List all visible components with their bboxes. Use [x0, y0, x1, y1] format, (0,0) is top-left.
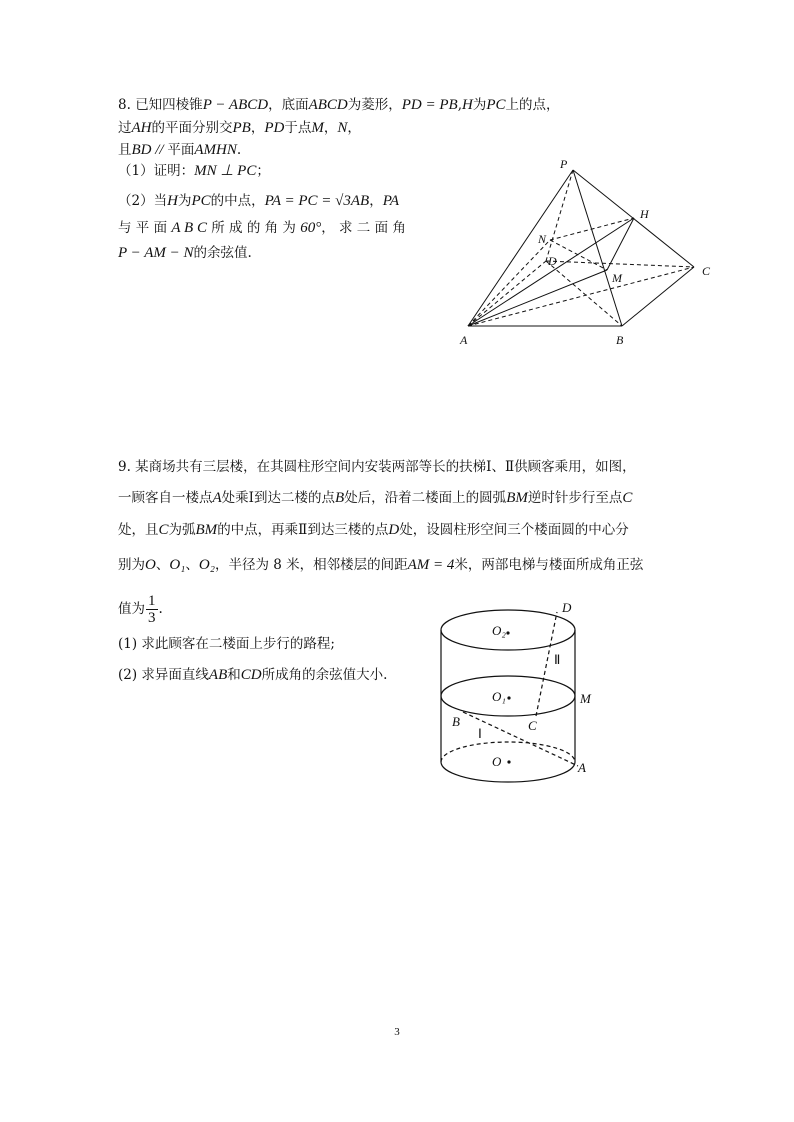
math: 60° — [300, 220, 322, 236]
math: O₁ — [169, 557, 186, 573]
text: 处，且 — [118, 522, 159, 538]
ellipse-bottom-front — [441, 762, 575, 782]
text: 所成角的余弦值大小. — [261, 667, 388, 683]
center-O2-dot — [506, 631, 509, 634]
math: AM = 4 — [407, 557, 455, 573]
problem8-line3 — [118, 140, 241, 160]
edge-BC — [622, 267, 694, 326]
text: 的中点，再乘Ⅱ到达三楼的点 — [217, 522, 389, 538]
text: 一顾客自一楼点 — [118, 490, 213, 506]
text: ，底面 — [268, 97, 309, 113]
cylinder-figure — [430, 600, 610, 790]
math: PB — [232, 120, 251, 136]
text: ， — [250, 120, 265, 136]
math: PA = PC = √3AB — [264, 193, 370, 209]
math: D — [388, 522, 400, 538]
text: ， 求 二 面 角 — [321, 220, 406, 236]
text: ，半径为 8 米，相邻楼层的间距 — [214, 557, 408, 573]
label-M: M — [580, 691, 591, 706]
center-O-dot — [507, 760, 510, 763]
math: PD = PB — [401, 97, 458, 113]
label-A: A — [460, 333, 468, 347]
text: 的余弦值. — [193, 245, 252, 261]
math: A B C — [171, 220, 207, 236]
math: A — [212, 490, 222, 506]
math: BD // — [131, 142, 168, 158]
problem9-line4 — [118, 555, 643, 575]
text: 处乘Ⅰ到达二楼的点 — [221, 490, 336, 506]
text: 上的点， — [505, 97, 560, 113]
text: 与 平 面 — [118, 220, 168, 236]
label-C: C — [528, 718, 537, 733]
text: 为弧 — [168, 522, 196, 538]
label-C: C — [702, 264, 711, 278]
edge-AD — [468, 261, 546, 326]
label-D: D — [562, 600, 572, 615]
math: BM — [506, 490, 528, 506]
text: . — [236, 142, 242, 158]
text: 处，设圆柱形空间三个楼面圆的中心分 — [399, 522, 629, 538]
diag-BD — [546, 261, 622, 326]
math: H — [462, 97, 473, 113]
edge-PB — [573, 170, 622, 326]
math: P − ABCD — [202, 97, 269, 113]
problem8-part2 — [118, 191, 399, 211]
center-O1-dot — [507, 696, 510, 699]
text: 别为 — [118, 557, 145, 573]
text: 值为 — [118, 601, 145, 617]
text: (2) 求异面直线 — [118, 667, 209, 683]
text: , — [457, 97, 463, 113]
text: . — [158, 601, 163, 617]
math: PC — [191, 193, 211, 209]
text: 于点 — [284, 120, 312, 136]
math: MN ⊥ PC — [194, 163, 257, 179]
label-O: O — [492, 754, 502, 769]
problem9-line3 — [118, 520, 629, 540]
math: O₂ — [198, 557, 215, 573]
text: 平面 — [167, 142, 195, 158]
math: B — [335, 490, 345, 506]
problem8-line2 — [118, 118, 361, 138]
text: 过 — [118, 120, 132, 136]
problem9-q2 — [118, 665, 387, 685]
fraction-one-third — [146, 593, 158, 626]
text: 且 — [118, 142, 132, 158]
math: O — [145, 557, 156, 573]
text: 的中点， — [210, 193, 265, 209]
segment-AN — [468, 240, 550, 326]
math: N — [337, 120, 348, 136]
math: CD — [240, 667, 262, 683]
math: BM — [195, 522, 218, 538]
math: C — [158, 522, 169, 538]
label-P: P — [560, 157, 568, 171]
fraction-numerator: 1 — [148, 593, 156, 609]
text: 逆时针步行至点 — [527, 490, 623, 506]
label-D: D — [548, 254, 557, 268]
text: ； — [256, 163, 270, 179]
label-H: H — [640, 207, 649, 221]
text: ， — [323, 120, 338, 136]
ellipse-top — [441, 610, 575, 650]
segment-NH — [550, 218, 634, 240]
math: PD — [264, 120, 285, 136]
text: 已知四棱锥 — [135, 97, 203, 113]
pyramid-figure — [440, 150, 730, 355]
text: 、 — [155, 557, 170, 573]
problem8-part2-line2 — [118, 218, 406, 238]
text: ， — [369, 193, 383, 209]
math: PA — [382, 193, 400, 209]
problem9-line5 — [118, 592, 163, 626]
math: AMHN — [194, 142, 237, 158]
fraction-denominator: 3 — [148, 610, 156, 626]
problem9-line2 — [118, 488, 632, 508]
math: AH — [131, 120, 152, 136]
math: AB — [208, 667, 228, 683]
segment-NM — [550, 240, 607, 270]
problem9-line1: 9. 某商场共有三层楼，在其圆柱形空间内安装两部等长的扶梯Ⅰ、Ⅱ供顾客乘用，如图， — [118, 459, 636, 475]
text: 为 — [472, 97, 487, 113]
label-A: A — [578, 760, 586, 775]
label-I: Ⅰ — [478, 726, 482, 741]
math: C — [622, 490, 633, 506]
edge-DC — [546, 261, 694, 267]
label-O1: O₁ — [492, 689, 506, 704]
label-M: M — [612, 271, 622, 285]
text: 米，两部电梯与楼面所成角正弦 — [454, 557, 644, 573]
text: （1）证明： — [118, 163, 195, 179]
problem8-part2-line3 — [118, 243, 252, 263]
label-N: N — [538, 232, 547, 246]
math: H — [167, 193, 178, 209]
problem8-part1 — [118, 161, 270, 181]
math: PC — [486, 97, 506, 113]
problem-number: 8. — [118, 97, 131, 113]
math: M — [311, 120, 324, 136]
label-B: B — [616, 333, 624, 347]
text: 、 — [185, 557, 199, 573]
ellipse-middle — [441, 676, 575, 716]
label-B: B — [452, 714, 460, 729]
text: 所 成 的 角 为 — [211, 220, 296, 236]
text: 和 — [227, 667, 241, 683]
label-O2: O₂ — [492, 623, 506, 638]
segment-HM — [607, 218, 634, 270]
text: 的平面分别交 — [151, 120, 233, 136]
math: ABCD — [308, 97, 348, 113]
text: 为 — [177, 193, 192, 209]
page-number: 3 — [394, 1026, 400, 1038]
text: （2）当 — [118, 193, 168, 209]
edge-PD — [546, 170, 573, 261]
text: ， — [347, 120, 361, 136]
text: 处后，沿着二楼面上的圆弧 — [344, 490, 507, 506]
math: P − AM − N — [118, 245, 194, 261]
label-II: Ⅱ — [554, 652, 561, 667]
problem8-line1 — [118, 95, 560, 115]
ellipse-bottom-back — [441, 742, 575, 762]
segment-AH — [468, 218, 634, 326]
problem9-q1: (1) 求此顾客在二楼面上步行的路程; — [118, 636, 335, 652]
segment-AM — [468, 270, 607, 326]
text: 为菱形， — [347, 97, 402, 113]
